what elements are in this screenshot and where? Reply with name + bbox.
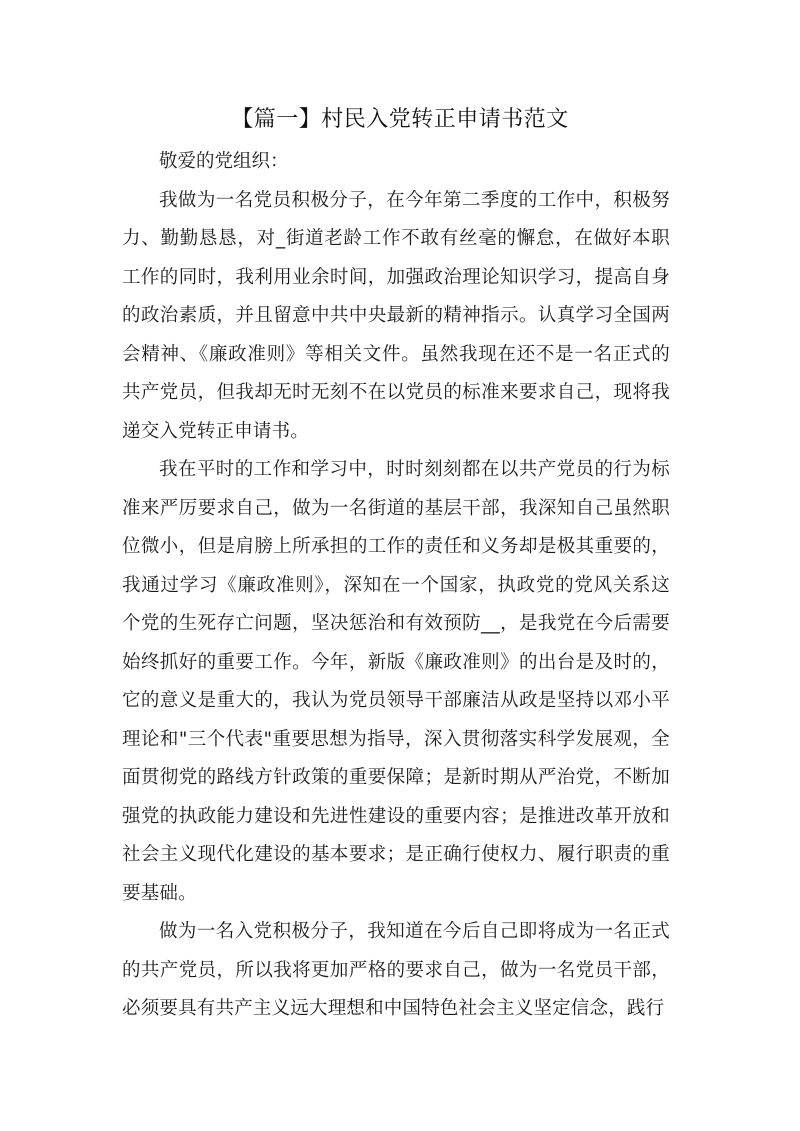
salutation: 敬爱的党组织： [159,151,289,172]
paragraph-1: 我做为一名党员积极分子，在今年第二季度的工作中，积极努力、勤勤恳恳，对_街道老龄工作不敢有丝毫的懈怠，在做好本职工作的同时，我利用业余时间，加强政治理论知识学习，提高自身的政治素质，并且留意中共中央最新的精神指示。认真学习全国两会精神、《廉政准则》等相关文件。虽然我现在还不是一名正式的共产党员，但我却无时无刻不在以党员的标准来要求自己，现将我递交入党转正申请书。 [122,189,670,442]
paragraph-2: 我在平时的工作和学习中，时时刻刻都在以共产党员的行为标准来严厉要求自己，做为一名街道的基层干部，我深知自己虽然职位微小，但是肩膀上所承担的工作的责任和义务却是极其重要的，我通过学习《廉政准则》，深知在一个国家，执政党的党风关系这个党的生死存亡问题，坚决惩治和有效预防__，是我党在今后需要始终抓好的重要工作。今年，新版《廉政准则》的出台是及时的，它的意义是重大的，我认为党员领导干部廉洁从政是坚持以邓小平理论和"三个代表"重要思想为指导，深入贯彻落实科学发展观，全面贯彻党的路线方针政策的重要保障；是新时期从严治党，不断加强党的执政能力建设和先进性建设的重要内容；是推进改革开放和社会主义现代化建设的基本要求；是正确行使权力、履行职责的重要基础。 [122,459,670,904]
document-body [122,143,670,1029]
document-title: 【篇一】村民入党转正申请书范文 [231,107,569,132]
paragraph-3: 做为一名入党积极分子，我知道在今后自己即将成为一名正式的共产党员，所以我将更加严格的要求自己，做为一名党员干部，必须要具有共产主义远大理想和中国特色社会主义坚定信念，践行 [122,921,670,1019]
